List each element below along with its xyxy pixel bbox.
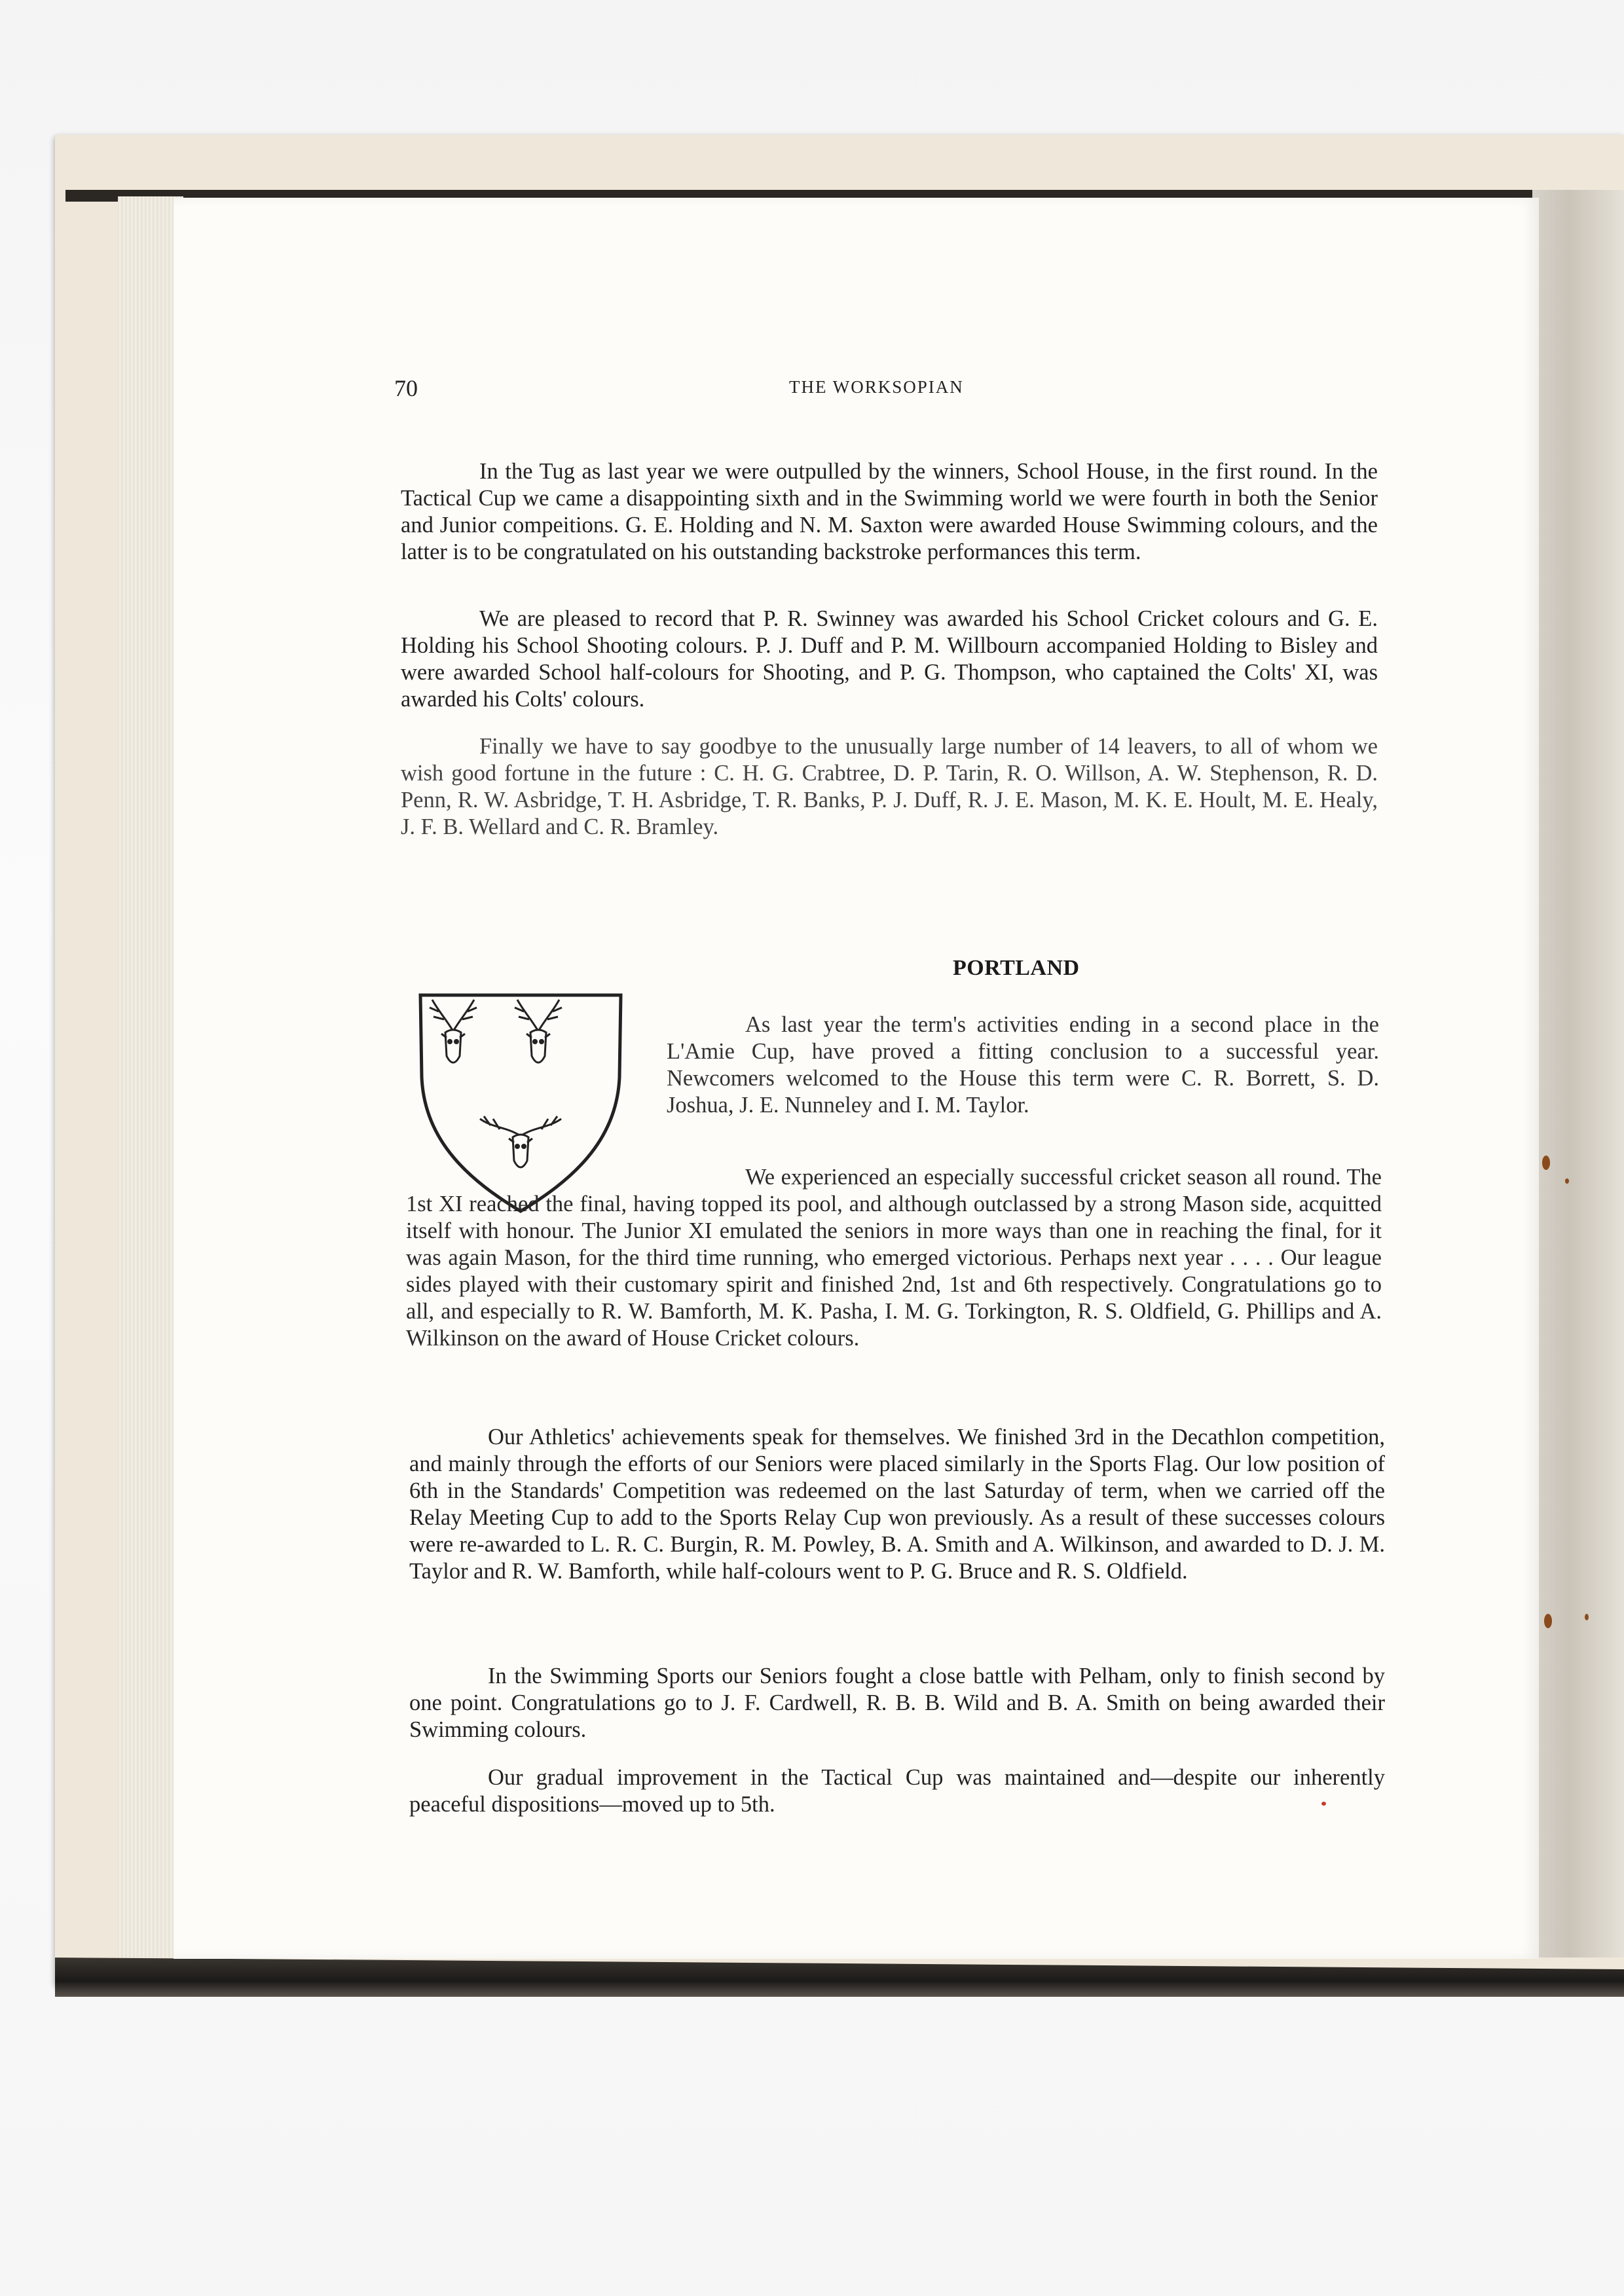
paragraph-leavers: Finally we have to say goodbye to the unusually large number of 14 leavers, to all of whom we wish good fortune in the future : C. H. G. Crabtree, D. P. Tarin, R. O. Willson, A. W. Stephenson, R. D. Penn, R. W. Asbridge, T. H. Asbridge, T. R. Banks, P. J. Duff, R. J. E. Mason, M. K. E. Hoult, M. E. Healy, J. F. B. Wellard and C. R. Bramley. [401, 734, 1378, 839]
paragraph-portland-intro: As last year the term's activities ending in a second place in the L'Amie Cup, have proved a fitting conclusion to a successful year. Newcomers welcomed to the House this term were C. R. Borrett, S. D. Joshua, J. E. Nunneley and I. M. Taylor. [667, 1012, 1379, 1118]
paragraph-cricket: We experienced an especially successful cricket season all round. The 1st XI reached the final, having topped its pool, and although outclassed by a strong Mason side, acquitted itself with honour. The Junior XI emulated the seniors in more ways than one in reaching the final, for it was again Mason, for the third time running, who emerged victorious. Perhaps next year . . . . Our league sides played with their customary spirit and finished 2nd, 1st and 6th respectively. Congratulations go to all, and especially to R. W. Bamforth, M. K. Pasha, I. M. G. Torkington, R. S. Oldfield, G. Phillips and A. Wilkinson on the award of House Cricket colours. [406, 1165, 1382, 1351]
page-number: 70 [394, 375, 418, 401]
scan-speck [1321, 1802, 1326, 1806]
running-title: THE WORKSOPIAN [789, 377, 964, 397]
paragraph-swimming: In the Swimming Sports our Seniors fought a close battle with Pelham, only to finish second by one point. Congratulations go to J. F. Cardwell, R. B. B. Wild and B. A. Smith on being awarded their Swimming colours. [409, 1664, 1385, 1742]
paragraph-tactical-cup: Our gradual improvement in the Tactical Cup was maintained and—despite our inherently peaceful dispositions—moved up to 5th. [409, 1765, 1385, 1817]
scan-speck [1585, 1614, 1589, 1620]
page-stack-right [1532, 190, 1624, 1958]
scan-speck [1544, 1614, 1552, 1628]
paragraph-tug-of-war: In the Tug as last year we were outpulled by the winners, School House, in the first round. In the Tactical Cup we came a disappointing sixth and in the Swimming world we were fourth in both the Senior and Junior compeitions. G. E. Holding and N. M. Saxton were awarded House Swimming colours, and the latter is to be congratulated on his outstanding backstroke performances this term. [401, 459, 1378, 564]
paragraph-athletics: Our Athletics' achievements speak for themselves. We finished 3rd in the Decathlon competition, and mainly through the efforts of our Seniors were placed similarly in the Sports Flag. Our low position of 6th in the Standards' Competition was redeemed on the last Saturday of term, when we carried off the Relay Meeting Cup to add to the Sports Relay Cup won previously. As a result of these successes colours were re-awarded to L. R. C. Burgin, R. M. Powley, B. A. Smith and A. Wilkinson, and awarded to D. J. M. Taylor and R. W. Bamforth, while half-colours went to P. G. Bruce and R. S. Oldfield. [409, 1425, 1385, 1584]
paragraph-school-colours: We are pleased to record that P. R. Swinney was awarded his School Cricket colours and G. E. Holding his School Shooting colours. P. J. Duff and P. M. Willbourn accompanied Holding to Bisley and were awarded School half-colours for Shooting, and P. G. Thompson, who captained the Colts' XI, was awarded his Colts' colours. [401, 606, 1378, 712]
scan-speck [1542, 1156, 1550, 1170]
section-heading: PORTLAND [953, 956, 1080, 980]
scan-speck [1565, 1178, 1569, 1184]
